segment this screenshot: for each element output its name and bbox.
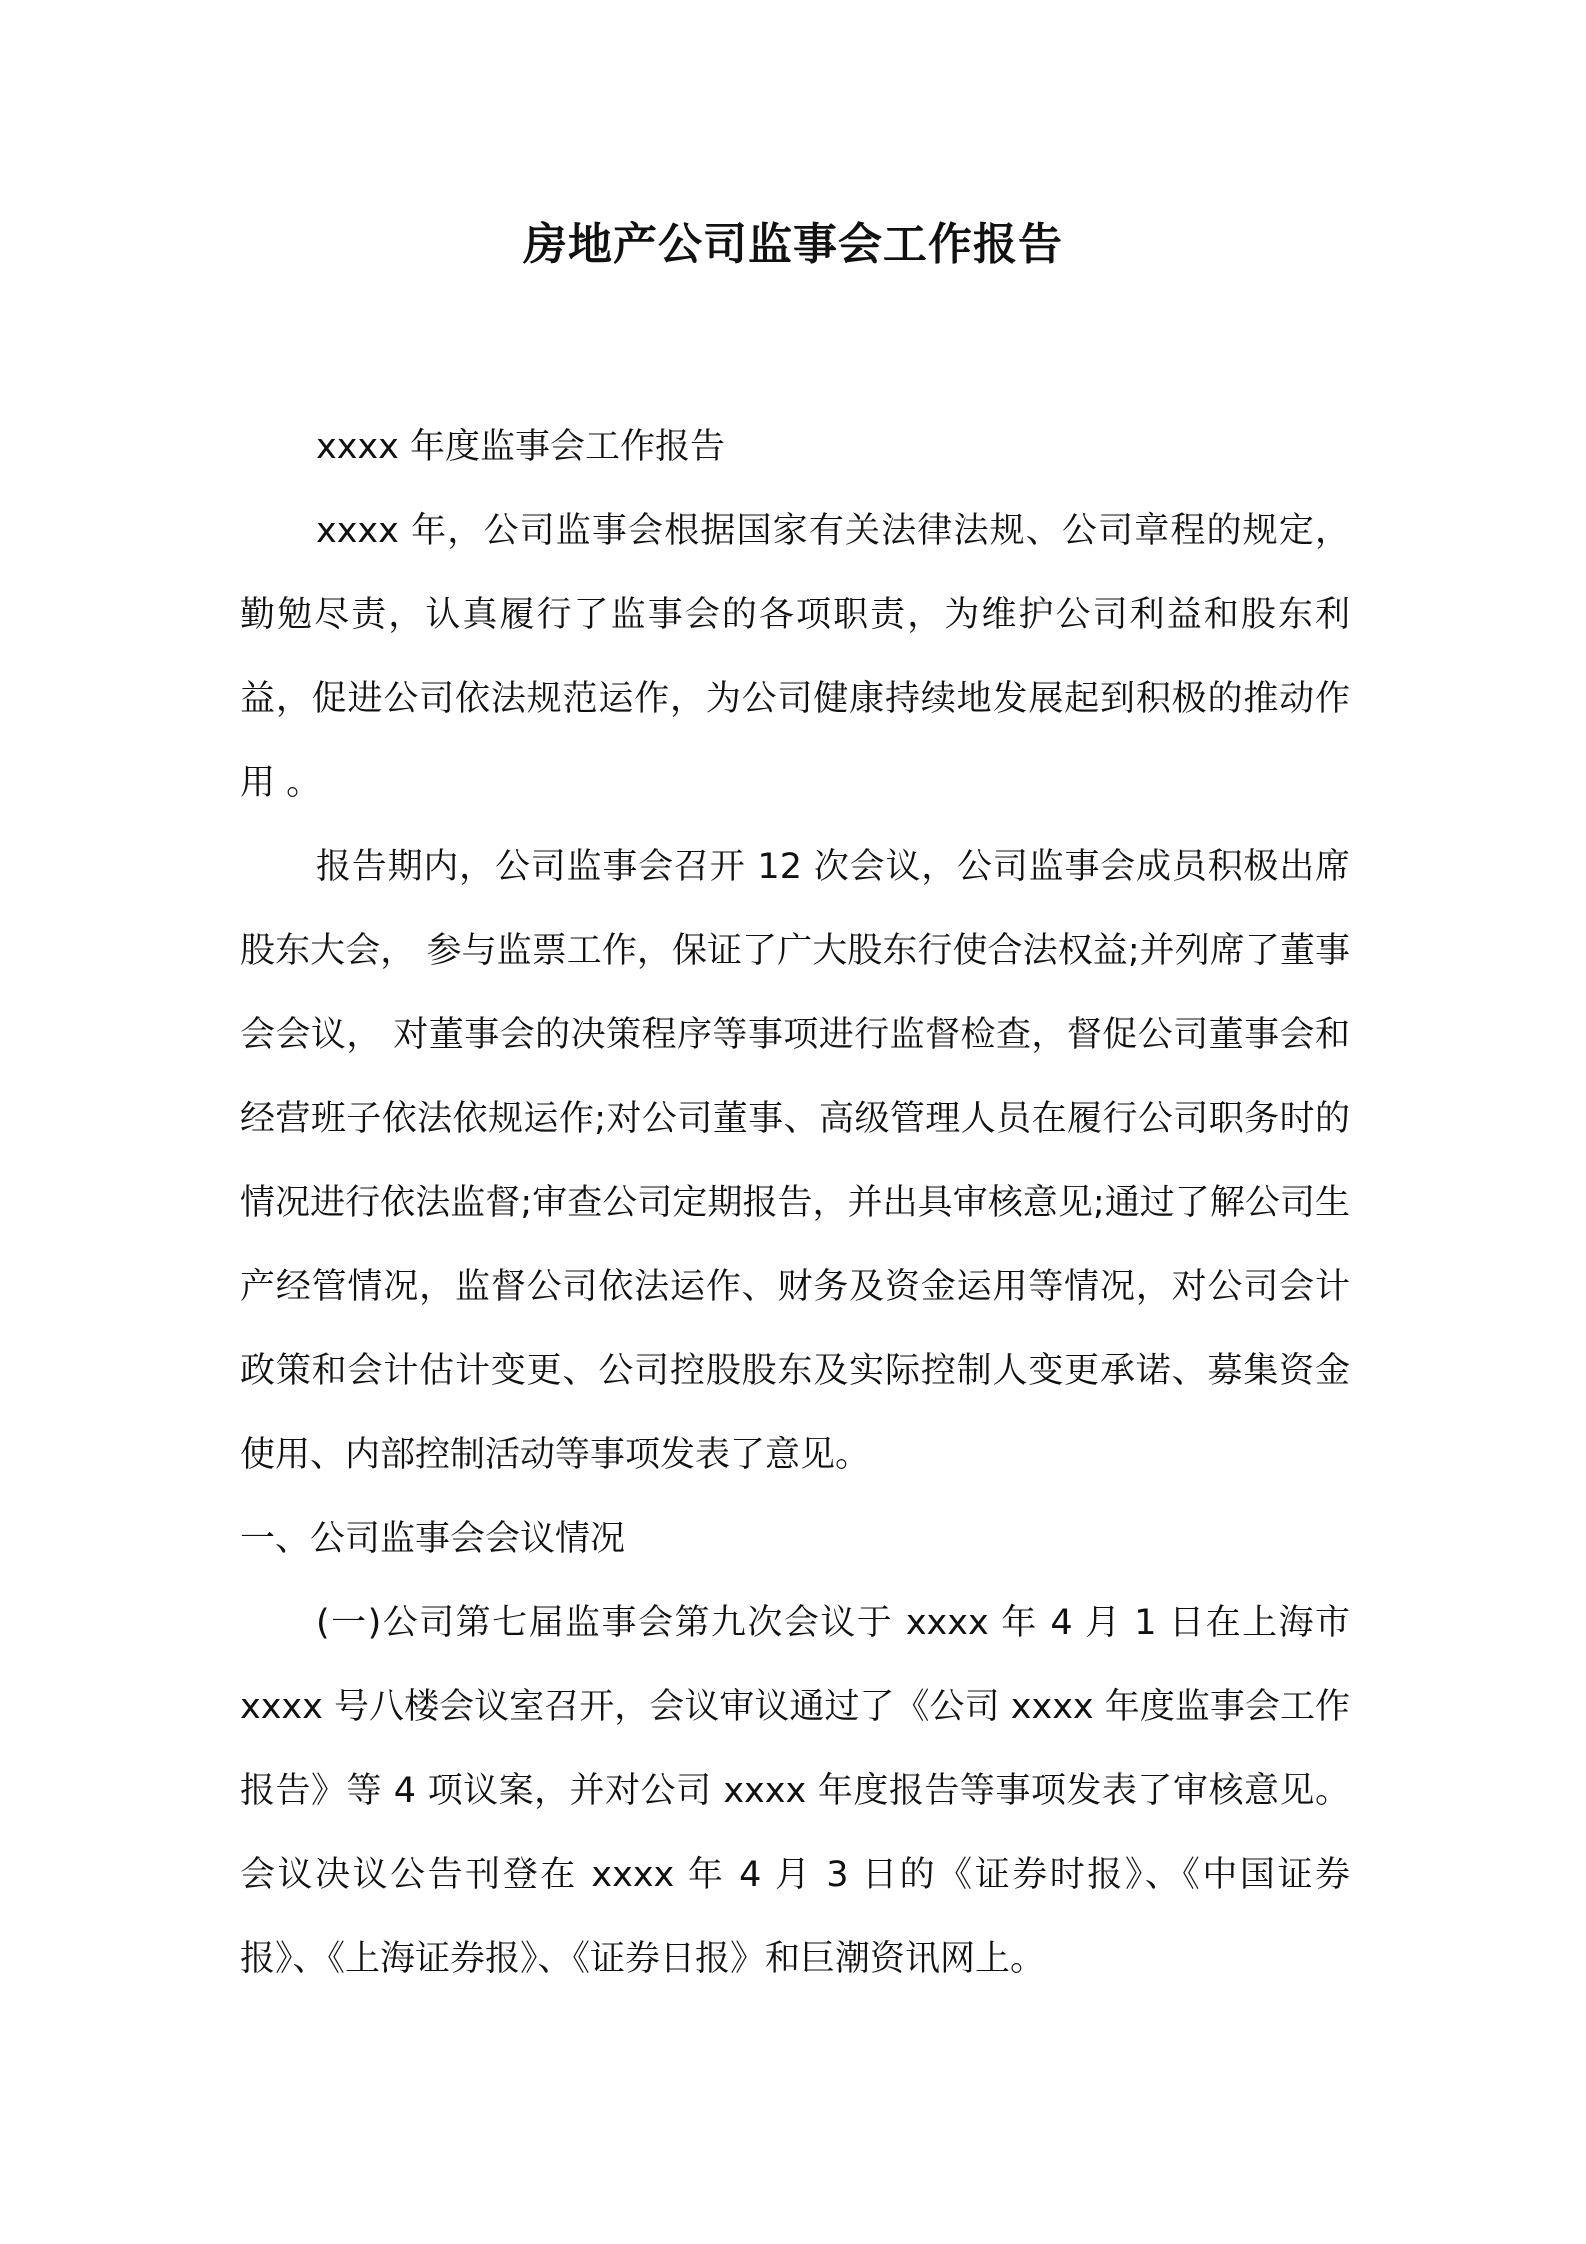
report-subtitle: xxxx 年度监事会工作报告 bbox=[316, 427, 725, 467]
paragraph-period-summary: 报告期内，公司监事会召开 12 次会议，公司监事会成员积极出席股东大会， 参与监票工作，保证了广大股东行使合法权益;并列席了董事会会议， 对董事会的决策程序等事项进行监督检查，督促公司董事会和经营班子依法依规运作;对公司董事、高级管理人员在履行公司职务时的情况进行依法监督;审查公司定期报告，并出具审核意见;通过了解公司生产经管情况，监督公司依法运作、财务及资金运用等情况，对公司会计政策和会计估计变更、公司控股股东及实际控制人变更承诺、募集资金使用、内部控制活动等事项发表了意见。 bbox=[240, 847, 1350, 1475]
paragraph-meeting-1: (一)公司第七届监事会第九次会议于 xxxx 年 4 月 1 日在上海市 xxxx 号八楼会议室召开，会议审议通过了《公司 xxxx 年度监事会工作报告》等 4 项议案，并对公司 xxxx 年度报告等事项发表了审核意见。会议决议公告刊登在 xxxx 年 4 月 3 日的《证券时报》、《中国证券报》、《上海证券报》、《证券日报》和巨潮资讯网上。 bbox=[240, 1603, 1350, 1979]
document-body bbox=[240, 405, 1350, 2001]
paragraph-intro: xxxx 年，公司监事会根据国家有关法律法规、公司章程的规定，勤勉尽责，认真履行了监事会的各项职责，为维护公司利益和股东利益，促进公司依法规范运作，为公司健康持续地发展起到积极的推动作用 。 bbox=[240, 511, 1350, 803]
section-heading: 一、公司监事会会议情况 bbox=[240, 1519, 626, 1559]
document-title: 房地产公司监事会工作报告 bbox=[523, 219, 1063, 270]
